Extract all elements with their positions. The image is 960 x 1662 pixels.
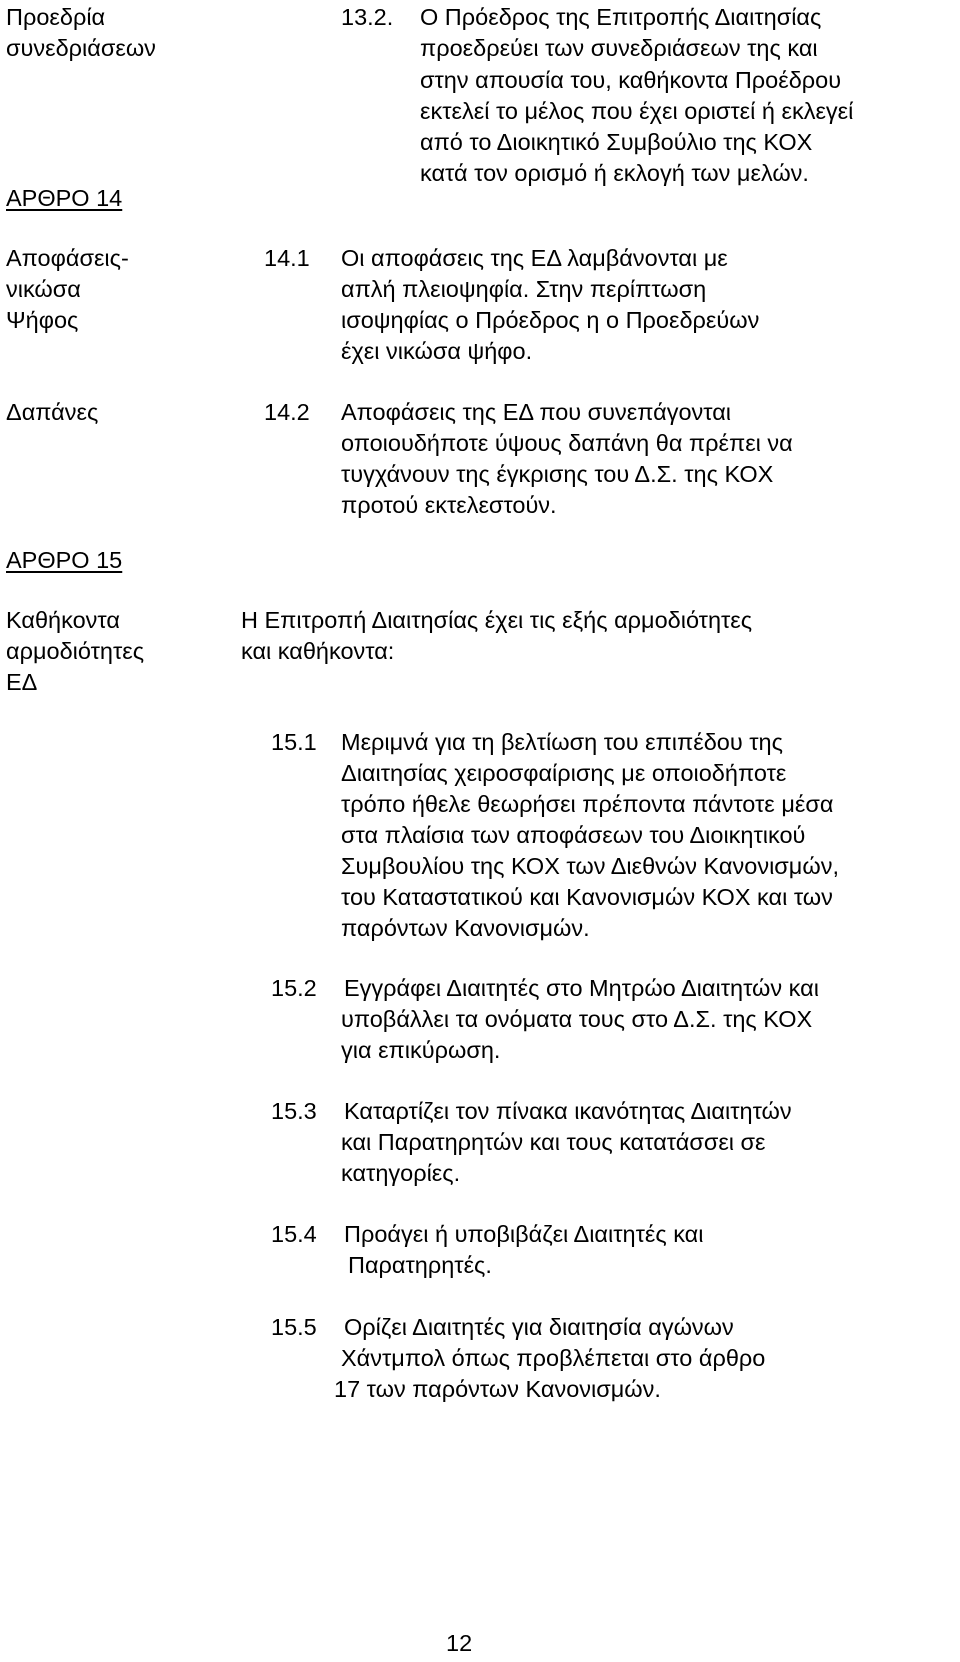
clause-text-line: για επικύρωση. bbox=[341, 1037, 501, 1063]
sidebar-heading-kathikonta-line3: ΕΔ bbox=[6, 669, 38, 695]
clause-text-line: Καταρτίζει τον πίνακα ικανότητας Διαιτητών bbox=[344, 1098, 792, 1124]
intro-text-line: Η Επιτροπή Διαιτησίας έχει τις εξής αρμοδιότητες bbox=[241, 607, 753, 633]
clause-number: 15.5 bbox=[271, 1314, 317, 1340]
sidebar-heading-apofaseis-line2: νικώσα bbox=[6, 276, 81, 302]
clause-text-line: οποιουδήποτε ύψους δαπάνη θα πρέπει να bbox=[341, 430, 793, 456]
clause-text-line: κατηγορίες. bbox=[341, 1160, 461, 1186]
clause-text-line: Παρατηρητές. bbox=[348, 1252, 492, 1278]
sidebar-heading-proedria-line2: συνεδριάσεων bbox=[6, 35, 156, 61]
clause-text-line: Χάντμπολ όπως προβλέπεται στο άρθρο bbox=[341, 1345, 766, 1371]
clause-number: 14.1 bbox=[264, 245, 310, 271]
sidebar-heading-kathikonta-line2: αρμοδιότητες bbox=[6, 638, 145, 664]
clause-text-line: στην απουσία του, καθήκοντα Προέδρου bbox=[420, 67, 842, 93]
clause-text-line: ισοψηφίας ο Πρόεδρος η ο Προεδρεύων bbox=[341, 307, 760, 333]
clause-text-line: Μεριμνά για τη βελτίωση του επιπέδου της bbox=[341, 729, 783, 755]
clause-text-line: Συμβουλίου της ΚΟΧ των Διεθνών Κανονισμών, bbox=[341, 853, 839, 879]
clause-text-line: υποβάλλει τα ονόματα τους στο Δ.Σ. της ΚΟΧ bbox=[341, 1006, 813, 1032]
clause-number: 15.1 bbox=[271, 729, 317, 755]
clause-text-line: προεδρεύει των συνεδριάσεων της και bbox=[420, 35, 818, 61]
clause-text-line: απλή πλειοψηφία. Στην περίπτωση bbox=[341, 276, 707, 302]
clause-text-line: προτού εκτελεστούν. bbox=[341, 492, 557, 518]
page-number: 12 bbox=[446, 1630, 473, 1656]
clause-text-line: Ο Πρόεδρος της Επιτροπής Διαιτησίας bbox=[420, 4, 822, 30]
clause-text-line: 17 των παρόντων Κανονισμών. bbox=[334, 1376, 661, 1402]
clause-text-line: κατά τον ορισμό ή εκλογή των μελών. bbox=[420, 160, 809, 186]
clause-number: 15.4 bbox=[271, 1221, 317, 1247]
sidebar-heading-apofaseis-line3: Ψήφος bbox=[6, 307, 79, 333]
article-15-heading: ΑΡΘΡΟ 15 bbox=[6, 547, 123, 573]
clause-number: 13.2. bbox=[341, 4, 394, 30]
sidebar-heading-dapanes: Δαπάνες bbox=[6, 399, 99, 425]
clause-number: 15.2 bbox=[271, 975, 317, 1001]
article-14-heading: ΑΡΘΡΟ 14 bbox=[6, 185, 123, 211]
clause-text-line: Αποφάσεις της ΕΔ που συνεπάγονται bbox=[341, 399, 732, 425]
clause-text-line: τυγχάνουν της έγκρισης του Δ.Σ. της ΚΟΧ bbox=[341, 461, 774, 487]
sidebar-heading-apofaseis-line1: Αποφάσεις- bbox=[6, 245, 129, 271]
clause-text-line: στα πλαίσια των αποφάσεων του Διοικητικού bbox=[341, 822, 806, 848]
clause-number: 14.2 bbox=[264, 399, 310, 425]
clause-text-line: Οι αποφάσεις της ΕΔ λαμβάνονται με bbox=[341, 245, 728, 271]
clause-text-line: έχει νικώσα ψήφο. bbox=[341, 338, 533, 364]
clause-text-line: Προάγει ή υποβιβάζει Διαιτητές και bbox=[344, 1221, 704, 1247]
clause-text-line: Ορίζει Διαιτητές για διαιτησία αγώνων bbox=[344, 1314, 734, 1340]
sidebar-heading-kathikonta-line1: Καθήκοντα bbox=[6, 607, 120, 633]
clause-text-line: του Καταστατικού και Κανονισμών ΚΟΧ και των bbox=[341, 884, 833, 910]
clause-text-line: Διαιτησίας χειροσφαίρισης με οποιοδήποτε bbox=[341, 760, 787, 786]
clause-text-line: παρόντων Κανονισμών. bbox=[341, 915, 590, 941]
clause-text-line: Εγγράφει Διαιτητές στο Μητρώο Διαιτητών και bbox=[344, 975, 819, 1001]
clause-number: 15.3 bbox=[271, 1098, 317, 1124]
clause-text-line: και Παρατηρητών και τους κατατάσσει σε bbox=[341, 1129, 766, 1155]
sidebar-heading-proedria-line1: Προεδρία bbox=[6, 4, 106, 30]
clause-text-line: εκτελεί το μέλος που έχει οριστεί ή εκλεγεί bbox=[420, 98, 854, 124]
intro-text-line: και καθήκοντα: bbox=[241, 638, 395, 664]
clause-text-line: τρόπο ήθελε θεωρήσει πρέποντα πάντοτε μέσα bbox=[341, 791, 834, 817]
clause-text-line: από το Διοικητικό Συμβούλιο της ΚΟΧ bbox=[420, 129, 813, 155]
